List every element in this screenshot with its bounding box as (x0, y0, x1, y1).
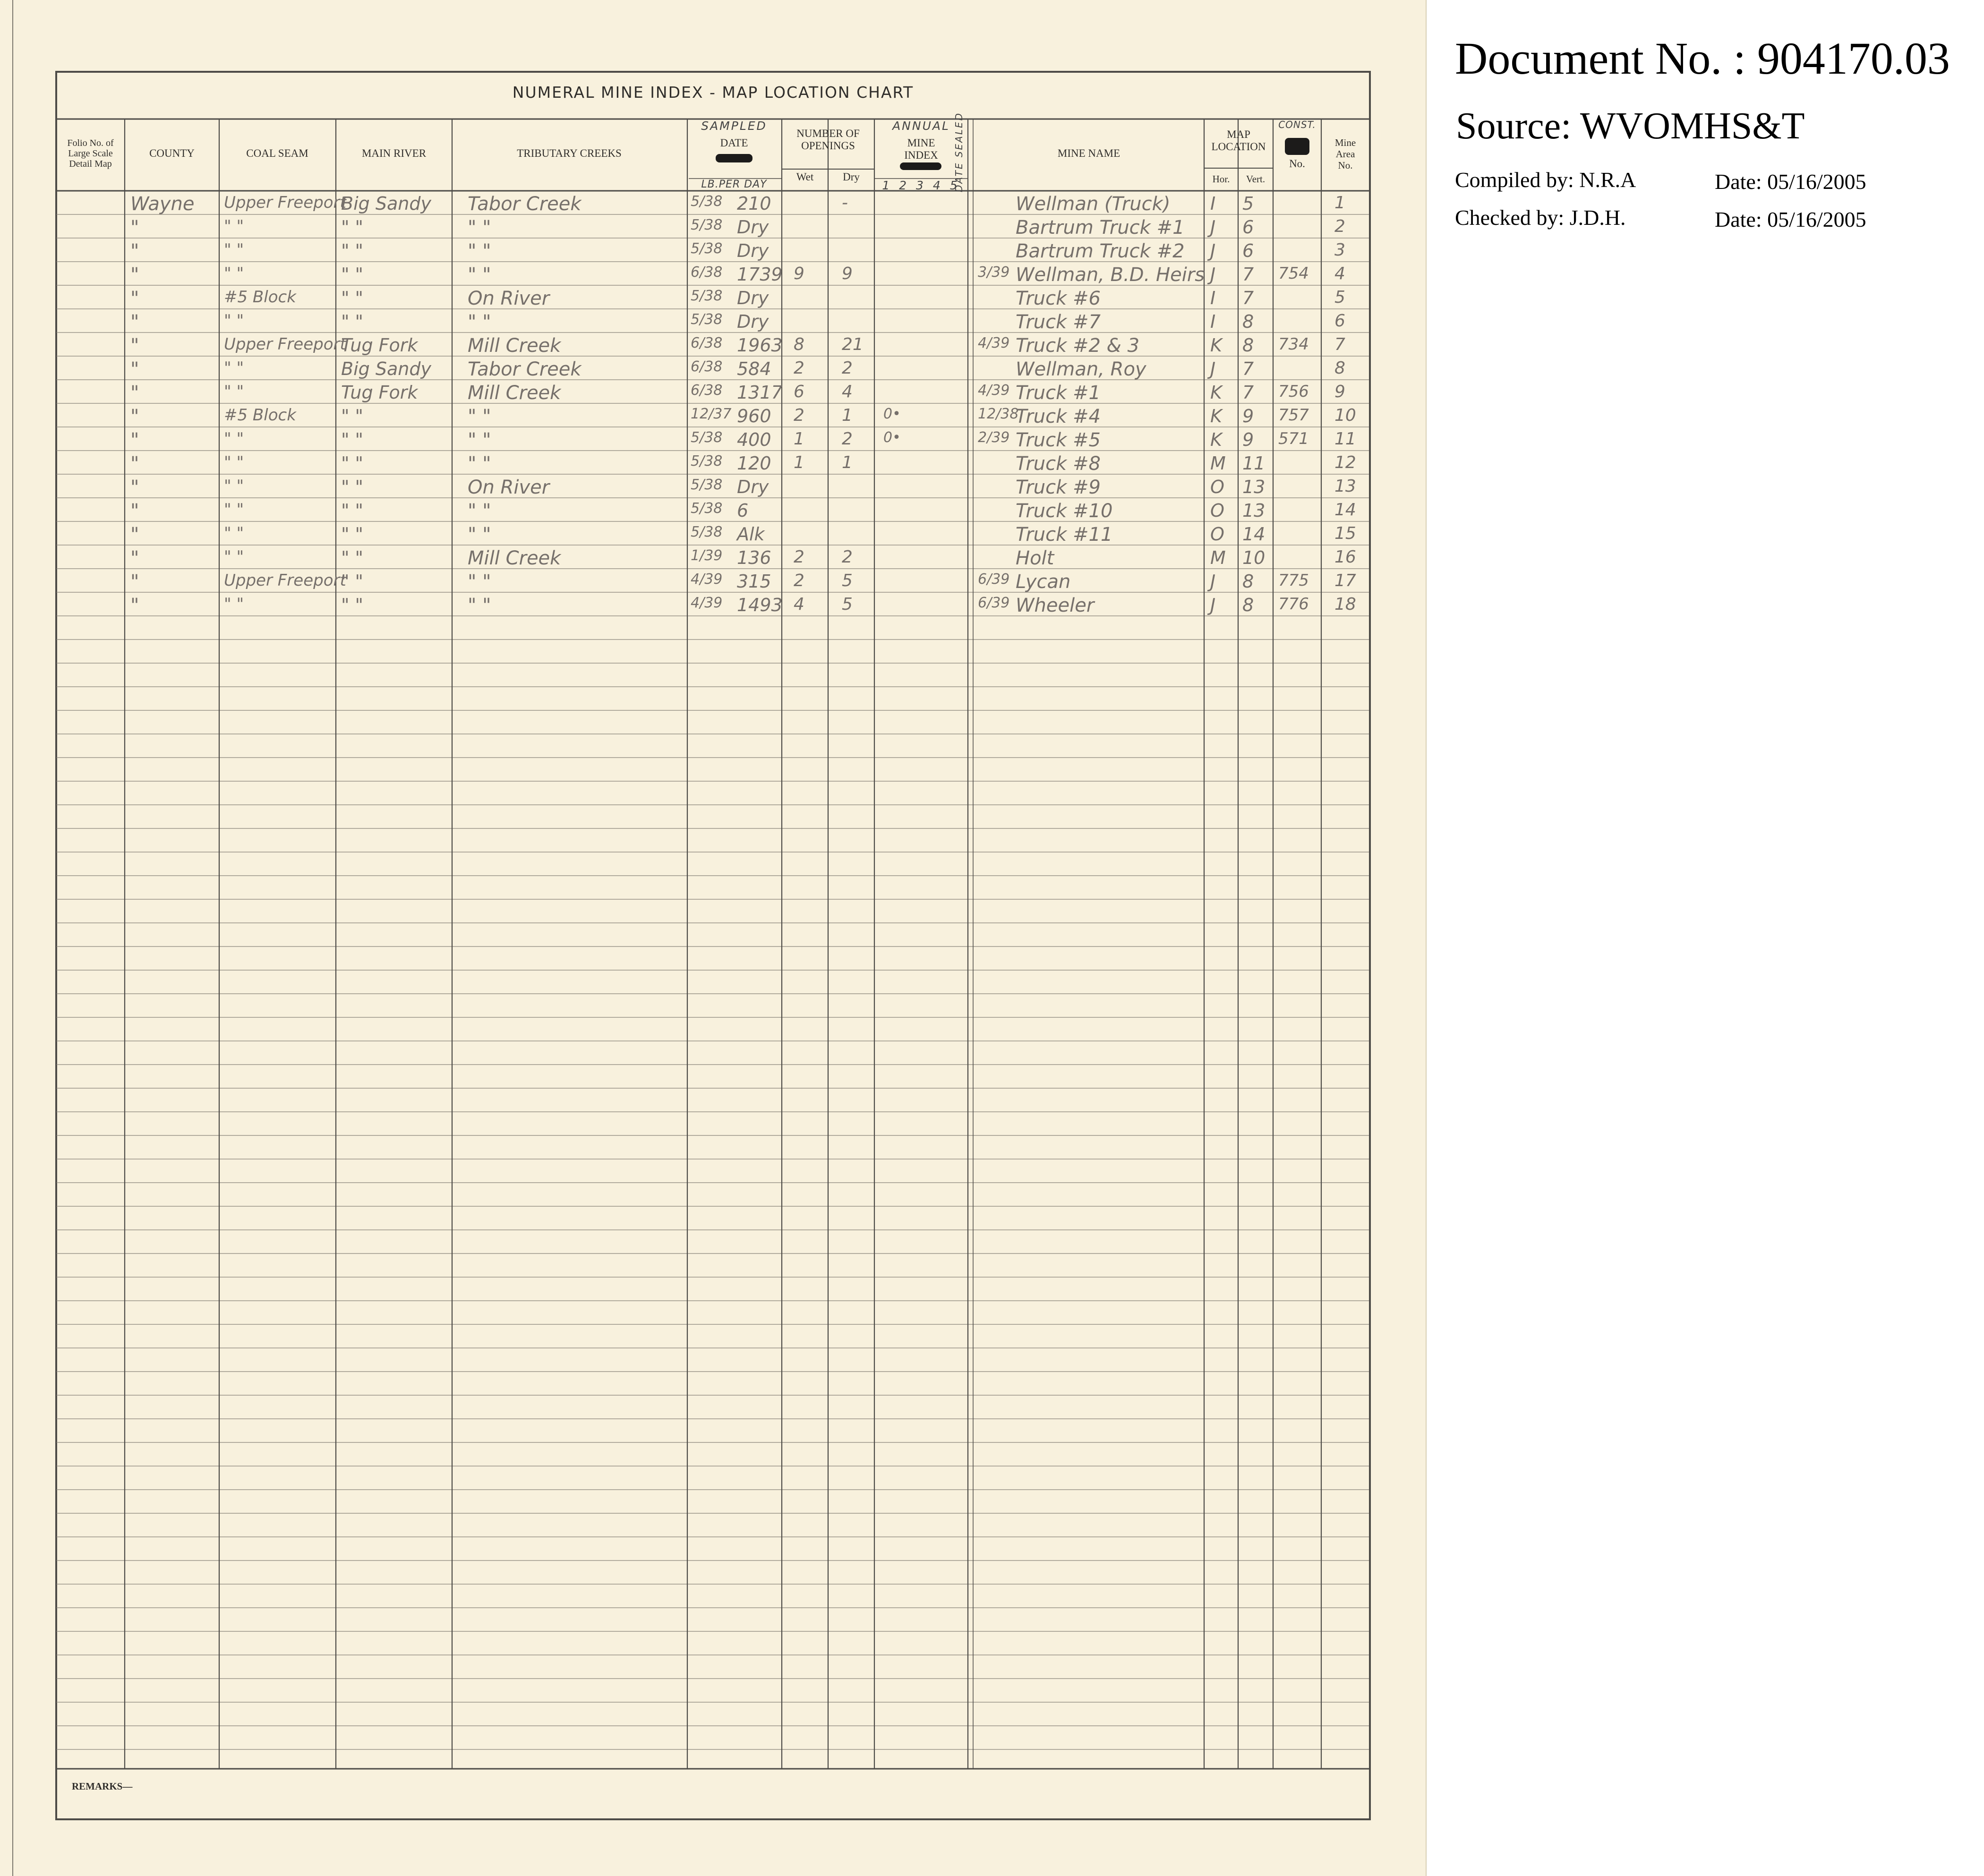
openings-wet-cell: 4 (794, 595, 804, 614)
mine-name-cell: Truck #1 (1016, 382, 1101, 404)
coal-seam-cell: " " (224, 358, 244, 377)
date-sealed-cell: 2/39 (978, 429, 1010, 446)
sampled-date-cell: 6/38 (691, 335, 723, 351)
map-vert-cell: 7 (1242, 382, 1254, 403)
sampled-date-cell: 5/38 (691, 193, 723, 210)
lb-per-day-cell: 1739 (737, 264, 783, 285)
map-vert-cell: 13 (1242, 477, 1266, 497)
sampled-date-cell: 4/39 (691, 571, 723, 588)
lb-per-day-cell: 136 (737, 547, 771, 568)
const-no-cell: 571 (1278, 429, 1309, 448)
header-tributary-creeks: TRIBUTARY CREEKS (517, 147, 622, 159)
const-no-cell: 776 (1278, 595, 1309, 614)
coal-seam-cell: #5 Block (224, 406, 296, 425)
mine-area-cell: 13 (1334, 477, 1356, 496)
header-mine-index-line-2: INDEX (904, 149, 938, 161)
sampled-date-cell: 5/38 (691, 217, 723, 233)
date-sealed-cell: 3/39 (978, 264, 1010, 281)
lb-per-day-cell: 400 (737, 429, 771, 450)
mine-name-cell: Bartrum Truck #1 (1016, 217, 1185, 239)
lb-per-day-cell: 1493 (737, 595, 783, 615)
lb-per-day-cell: 315 (737, 571, 771, 592)
date-sealed-cell: 6/39 (978, 571, 1010, 588)
sampled-date-cell: 5/38 (691, 477, 723, 493)
county-cell: " (130, 382, 139, 404)
openings-wet-cell: 2 (794, 406, 804, 425)
openings-dry-cell: 2 (842, 547, 853, 567)
lb-per-day-cell: 1963 (737, 335, 783, 356)
header-dry: Dry (843, 171, 860, 183)
coal-seam-cell: Upper Freeport (224, 571, 346, 590)
header-openings-line-2: OPENINGS (801, 140, 855, 152)
main-river-cell: Big Sandy (341, 358, 431, 379)
main-river-cell: " " (341, 311, 364, 332)
main-river-cell: " " (341, 240, 364, 261)
sampled-date-cell: 5/38 (691, 453, 723, 469)
tributary-creek-cell: " " (468, 453, 491, 475)
county-cell: " (130, 429, 139, 451)
header-mine-name: MINE NAME (1057, 147, 1120, 159)
main-river-cell: " " (341, 288, 364, 308)
mine-name-cell: Truck #2 & 3 (1016, 335, 1140, 357)
document-source: Source: WVOMHS&T (1456, 105, 1805, 147)
coal-seam-cell: " " (224, 264, 244, 283)
lb-per-day-cell: 584 (737, 358, 771, 379)
lb-per-day-cell: 1317 (737, 382, 783, 403)
header-annual-handwritten: ANNUAL (892, 119, 950, 133)
mine-name-cell: Lycan (1016, 571, 1071, 593)
date-sealed-cell: 4/39 (978, 382, 1010, 399)
lb-per-day-cell: Alk (737, 524, 765, 545)
header-map-location (1205, 128, 1273, 153)
tributary-creek-cell: " " (468, 311, 491, 333)
map-vert-cell: 7 (1242, 358, 1254, 379)
map-vert-cell: 8 (1242, 311, 1254, 332)
header-mine-area-line-2: Area (1335, 148, 1355, 160)
tributary-creek-cell: " " (468, 429, 491, 451)
openings-dry-cell: 5 (842, 595, 853, 614)
mine-area-cell: 14 (1334, 500, 1356, 520)
date-sealed-cell: 4/39 (978, 335, 1010, 351)
header-mine-area-line-3: No. (1338, 160, 1353, 171)
county-cell: " (130, 335, 139, 357)
lb-per-day-cell: 120 (737, 453, 771, 474)
tributary-creek-cell: Tabor Creek (468, 193, 582, 215)
openings-wet-cell: 1 (794, 453, 804, 472)
main-river-cell: " " (341, 453, 364, 474)
tributary-creek-cell: " " (468, 264, 491, 286)
checked-by: Checked by: J.D.H. (1455, 205, 1626, 230)
coal-seam-cell: " " (224, 595, 244, 614)
coal-seam-cell: " " (224, 429, 244, 448)
header-hor: Hor. (1212, 173, 1230, 185)
map-vert-cell: 7 (1242, 264, 1254, 285)
openings-dry-cell: - (842, 193, 848, 213)
sampled-date-cell: 5/38 (691, 524, 723, 540)
county-cell: " (130, 406, 139, 427)
county-cell: " (130, 288, 139, 309)
coal-seam-cell: " " (224, 453, 244, 472)
const-no-cell: 775 (1278, 571, 1309, 590)
county-cell: " (130, 358, 139, 380)
lb-per-day-cell: Dry (737, 311, 769, 332)
header-openings-line-1: NUMBER OF (796, 128, 860, 139)
header-lb-per-day: LB.PER DAY (701, 179, 767, 190)
const-no-cell: 756 (1278, 382, 1309, 401)
mine-name-cell: Holt (1016, 547, 1054, 569)
map-vert-cell: 8 (1242, 335, 1254, 356)
const-no-cell: 757 (1278, 406, 1309, 425)
map-hor-cell: J (1210, 595, 1216, 615)
mine-area-cell: 10 (1334, 406, 1356, 425)
sampled-date-cell: 5/38 (691, 500, 723, 517)
map-vert-cell: 7 (1242, 288, 1254, 308)
coal-seam-cell: " " (224, 382, 244, 401)
county-cell: " (130, 264, 139, 286)
openings-dry-cell: 9 (842, 264, 853, 283)
sampled-date-cell: 6/38 (691, 382, 723, 399)
mine-index-cell: 0• (883, 429, 901, 446)
redaction-bar-const (1285, 138, 1309, 155)
coal-seam-cell: " " (224, 500, 244, 519)
sampled-date-cell: 12/37 (691, 406, 732, 422)
main-river-cell: Tug Fork (341, 382, 418, 403)
mine-area-cell: 15 (1334, 524, 1356, 543)
map-hor-cell: J (1210, 571, 1216, 592)
main-river-cell: " " (341, 571, 364, 592)
header-main-river: MAIN RIVER (361, 147, 427, 159)
mine-name-cell: Truck #5 (1016, 429, 1101, 451)
header-mine-index-line-1: MINE (907, 137, 935, 149)
coal-seam-cell: " " (224, 240, 244, 259)
header-coal-seam: COAL SEAM (246, 147, 308, 159)
map-hor-cell: J (1210, 358, 1216, 379)
sampled-date-cell: 4/39 (691, 595, 723, 611)
openings-dry-cell: 5 (842, 571, 853, 590)
mine-name-cell: Wellman (Truck) (1016, 193, 1171, 215)
header-const-handwritten: CONST. (1278, 119, 1316, 130)
mine-index-cell: 0• (883, 406, 901, 422)
map-hor-cell: I (1210, 311, 1216, 332)
county-cell: " (130, 524, 139, 546)
sampled-date-cell: 5/38 (691, 240, 723, 257)
header-folio-line-3: Detail Map (69, 159, 112, 169)
mine-name-cell: Wellman, Roy (1016, 358, 1146, 380)
coal-seam-cell: " " (224, 311, 244, 330)
coal-seam-cell: " " (224, 547, 244, 566)
sampled-date-cell: 1/39 (691, 547, 723, 564)
header-number-of-openings (782, 128, 874, 152)
header-const-no: No. (1289, 158, 1305, 170)
openings-dry-cell: 1 (842, 453, 853, 472)
header-date-sealed: DATE SEALED (953, 111, 965, 193)
lb-per-day-cell: Dry (737, 240, 769, 261)
main-river-cell: " " (341, 264, 364, 285)
header-vert: Vert. (1246, 173, 1266, 185)
openings-wet-cell: 2 (794, 547, 804, 567)
lb-per-day-cell: Dry (737, 288, 769, 308)
openings-dry-cell: 2 (842, 358, 853, 378)
mine-area-cell: 5 (1334, 288, 1345, 307)
coal-seam-cell: " " (224, 477, 244, 495)
sampled-date-cell: 5/38 (691, 311, 723, 328)
header-sampled-handwritten: SAMPLED (701, 119, 767, 133)
date-sealed-cell: 6/39 (978, 595, 1010, 611)
sampled-date-cell: 5/38 (691, 429, 723, 446)
openings-wet-cell: 1 (794, 429, 804, 449)
map-vert-cell: 6 (1242, 240, 1254, 261)
sampled-date-cell: 6/38 (691, 358, 723, 375)
main-river-cell: " " (341, 477, 364, 497)
coal-seam-cell: " " (224, 524, 244, 543)
mine-area-cell: 2 (1334, 217, 1345, 236)
header-index-digits: 1 2 3 4 5 (882, 179, 960, 192)
county-cell: " (130, 311, 139, 333)
openings-dry-cell: 4 (842, 382, 853, 401)
map-hor-cell: I (1210, 288, 1216, 308)
main-river-cell: Tug Fork (341, 335, 418, 356)
date-sealed-cell: 12/38 (978, 406, 1019, 422)
map-hor-cell: J (1210, 240, 1216, 261)
coal-seam-cell: Upper Freeport (224, 193, 346, 212)
county-cell: " (130, 477, 139, 498)
map-vert-cell: 8 (1242, 571, 1254, 592)
map-vert-cell: 6 (1242, 217, 1254, 238)
mine-area-cell: 16 (1334, 547, 1356, 567)
mine-name-cell: Truck #9 (1016, 477, 1101, 498)
map-hor-cell: K (1210, 406, 1222, 426)
openings-wet-cell: 8 (794, 335, 804, 354)
header-folio (57, 138, 124, 169)
openings-wet-cell: 2 (794, 571, 804, 590)
mine-area-cell: 12 (1334, 453, 1356, 472)
map-vert-cell: 13 (1242, 500, 1266, 521)
map-vert-cell: 5 (1242, 193, 1254, 214)
header-mine-area-line-1: Mine (1334, 137, 1356, 148)
chart-title: NUMERAL MINE INDEX - MAP LOCATION CHART (512, 83, 914, 102)
mine-area-cell: 7 (1334, 335, 1345, 354)
map-vert-cell: 8 (1242, 595, 1254, 615)
mine-area-cell: 6 (1334, 311, 1345, 331)
mine-name-cell: Truck #6 (1016, 288, 1101, 309)
header-folio-line-2: Large Scale (68, 148, 113, 159)
tributary-creek-cell: " " (468, 240, 491, 262)
tributary-creek-cell: " " (468, 500, 491, 522)
main-river-cell: " " (341, 406, 364, 426)
header-folio-line-1: Folio No. of (67, 138, 114, 148)
map-vert-cell: 10 (1242, 547, 1266, 568)
lb-per-day-cell: 960 (737, 406, 771, 426)
main-river-cell: " " (341, 500, 364, 521)
mine-area-cell: 17 (1334, 571, 1356, 590)
compiled-date: Date: 05/16/2005 (1715, 170, 1866, 194)
mine-name-cell: Wellman, B.D. Heirs (1016, 264, 1205, 286)
coal-seam-cell: " " (224, 217, 244, 236)
tributary-creek-cell: Mill Creek (468, 547, 561, 569)
map-hor-cell: J (1210, 217, 1216, 238)
sampled-date-cell: 5/38 (691, 288, 723, 304)
main-river-cell: " " (341, 547, 364, 568)
document-number: Document No. : 904170.03 (1455, 33, 1950, 84)
map-hor-cell: J (1210, 264, 1216, 285)
tributary-creek-cell: On River (468, 477, 550, 498)
lb-per-day-cell: Dry (737, 477, 769, 497)
tributary-creek-cell: On River (468, 288, 550, 309)
sampled-date-cell: 6/38 (691, 264, 723, 281)
header-mine-area-no (1322, 137, 1369, 171)
map-vert-cell: 9 (1242, 406, 1254, 426)
mine-name-cell: Truck #10 (1016, 500, 1113, 522)
tributary-creek-cell: " " (468, 595, 491, 616)
openings-wet-cell: 9 (794, 264, 804, 283)
mine-name-cell: Truck #4 (1016, 406, 1101, 427)
mine-area-cell: 4 (1334, 264, 1345, 283)
map-hor-cell: M (1210, 453, 1226, 474)
county-cell: " (130, 453, 139, 475)
tributary-creek-cell: " " (468, 217, 491, 239)
main-river-cell: " " (341, 429, 364, 450)
county-cell: " (130, 571, 139, 593)
mine-name-cell: Truck #7 (1016, 311, 1101, 333)
mine-name-cell: Bartrum Truck #2 (1016, 240, 1185, 262)
mine-area-cell: 18 (1334, 595, 1356, 614)
main-river-cell: " " (341, 217, 364, 238)
mine-name-cell: Truck #11 (1016, 524, 1113, 546)
tributary-creek-cell: " " (468, 571, 491, 593)
map-vert-cell: 11 (1242, 453, 1266, 474)
openings-dry-cell: 2 (842, 429, 853, 449)
lb-per-day-cell: Dry (737, 217, 769, 238)
header-county: COUNTY (149, 147, 195, 159)
mine-area-cell: 3 (1334, 240, 1345, 260)
map-hor-cell: O (1210, 524, 1224, 545)
remarks-label: REMARKS— (72, 1781, 133, 1792)
map-vert-cell: 9 (1242, 429, 1254, 450)
county-cell: " (130, 240, 139, 262)
county-cell: Wayne (130, 193, 195, 215)
header-map-location-line-2: LOCATION (1211, 141, 1266, 153)
tributary-creek-cell: " " (468, 524, 491, 546)
map-hor-cell: M (1210, 547, 1226, 568)
map-hor-cell: O (1210, 477, 1224, 497)
checked-date: Date: 05/16/2005 (1715, 207, 1866, 231)
lb-per-day-cell: 210 (737, 193, 771, 214)
tributary-creek-cell: Tabor Creek (468, 358, 582, 380)
coal-seam-cell: #5 Block (224, 288, 296, 307)
main-river-cell: " " (341, 524, 364, 545)
mine-area-cell: 11 (1334, 429, 1356, 449)
main-river-cell: " " (341, 595, 364, 615)
county-cell: " (130, 547, 139, 569)
compiled-by: Compiled by: N.R.A (1455, 168, 1636, 192)
const-no-cell: 754 (1278, 264, 1309, 283)
redaction-bar-index (900, 162, 941, 170)
tributary-creek-cell: Mill Creek (468, 382, 561, 404)
map-hor-cell: O (1210, 500, 1224, 521)
map-hor-cell: K (1210, 335, 1222, 356)
openings-dry-cell: 21 (842, 335, 864, 354)
map-hor-cell: K (1210, 429, 1222, 450)
mine-name-cell: Wheeler (1016, 595, 1095, 616)
tributary-creek-cell: Mill Creek (468, 335, 561, 357)
redaction-bar-date (716, 154, 753, 162)
county-cell: " (130, 595, 139, 616)
openings-dry-cell: 1 (842, 406, 853, 425)
mine-area-cell: 1 (1334, 193, 1345, 213)
header-wet: Wet (796, 171, 814, 183)
county-cell: " (130, 500, 139, 522)
map-hor-cell: K (1210, 382, 1222, 403)
mine-area-cell: 8 (1334, 358, 1345, 378)
header-map-location-line-1: MAP (1227, 128, 1250, 140)
header-date: DATE (720, 137, 748, 149)
const-no-cell: 734 (1278, 335, 1309, 354)
tributary-creek-cell: " " (468, 406, 491, 427)
map-hor-cell: I (1210, 193, 1216, 214)
openings-wet-cell: 6 (794, 382, 804, 401)
mine-name-cell: Truck #8 (1016, 453, 1101, 475)
mine-area-cell: 9 (1334, 382, 1345, 401)
county-cell: " (130, 217, 139, 239)
openings-wet-cell: 2 (794, 358, 804, 378)
main-river-cell: Big Sandy (341, 193, 431, 214)
lb-per-day-cell: 6 (737, 500, 749, 521)
coal-seam-cell: Upper Freeport (224, 335, 346, 354)
map-vert-cell: 14 (1242, 524, 1266, 545)
